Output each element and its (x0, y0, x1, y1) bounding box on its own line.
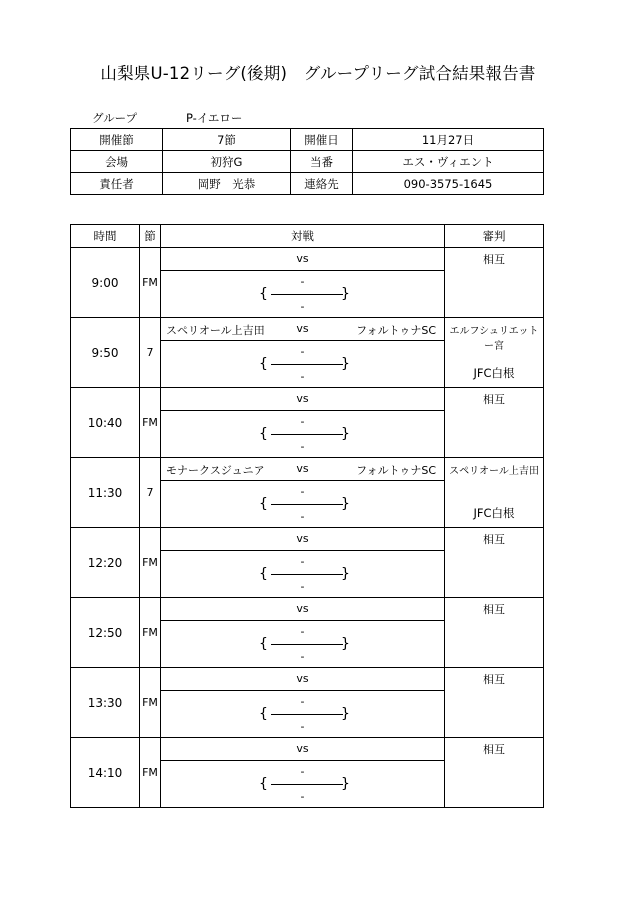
score-second-half: - (300, 790, 305, 803)
score-brace-open: { (259, 776, 268, 792)
score-cell (161, 761, 445, 808)
score-cell (161, 411, 445, 458)
score-second-half: - (300, 650, 305, 663)
score-divider (271, 574, 343, 575)
score-cell (161, 271, 445, 318)
score-brace-open: { (259, 496, 268, 512)
date-value: 11月27日 (353, 129, 544, 151)
score-first-half: - (300, 345, 305, 358)
duty-label: 当番 (291, 151, 353, 173)
schedule-table (70, 224, 544, 808)
match-round: FM (140, 248, 161, 318)
home-team: スペリオール上吉田 (166, 324, 265, 337)
score-second-half: - (300, 440, 305, 453)
referee-name-2: JFC白根 (473, 366, 515, 380)
score-cell (161, 341, 445, 388)
score-second-half: - (300, 370, 305, 383)
match-round: 7 (140, 458, 161, 528)
score-second-half: - (300, 580, 305, 593)
match-round: FM (140, 668, 161, 738)
group-value: P-イエロー (186, 111, 243, 125)
match-teams (161, 388, 445, 411)
manager-label: 責任者 (71, 173, 163, 195)
match-row (71, 458, 544, 481)
vs-label: vs (296, 322, 309, 335)
score-second-half: - (300, 300, 305, 313)
away-team: フォルトゥナSC (356, 464, 436, 477)
score-brace-open: { (259, 566, 268, 582)
header-referee: 審判 (445, 225, 544, 248)
referee-cell (445, 318, 544, 388)
referee-cell: 相互 (445, 668, 544, 738)
score-first-half: - (300, 555, 305, 568)
score-brace-close: } (341, 286, 350, 302)
score-brace-open: { (259, 706, 268, 722)
round-label: 開催節 (71, 129, 163, 151)
score-brace-close: } (341, 706, 350, 722)
header-time: 時間 (71, 225, 140, 248)
score-second-half: - (300, 720, 305, 733)
match-time: 12:20 (71, 528, 140, 598)
page-title: 山梨県U-12リーグ(後期) グループリーグ試合結果報告書 (100, 64, 536, 83)
score-brace-open: { (259, 356, 268, 372)
header-match: 対戦 (161, 225, 445, 248)
referee-name-2: JFC白根 (473, 506, 515, 520)
match-teams (161, 248, 445, 271)
referee-cell: 相互 (445, 388, 544, 458)
score-divider (271, 434, 343, 435)
match-row (71, 598, 544, 621)
score-brace-close: } (341, 426, 350, 442)
match-time: 9:00 (71, 248, 140, 318)
header-round: 節 (140, 225, 161, 248)
referee-name: スペリオール上吉田 (449, 466, 539, 477)
vs-label: vs (296, 672, 309, 685)
match-time: 11:30 (71, 458, 140, 528)
score-brace-close: } (341, 566, 350, 582)
score-first-half: - (300, 415, 305, 428)
referee-cell (445, 458, 544, 528)
match-row (71, 528, 544, 551)
score-first-half: - (300, 275, 305, 288)
score-divider (271, 644, 343, 645)
vs-label: vs (296, 532, 309, 545)
contact-value: 090-3575-1645 (353, 173, 544, 195)
match-row (71, 668, 544, 691)
vs-label: vs (296, 392, 309, 405)
score-brace-close: } (341, 356, 350, 372)
match-teams (161, 598, 445, 621)
referee-cell: 相互 (445, 598, 544, 668)
venue-label: 会場 (71, 151, 163, 173)
score-brace-open: { (259, 426, 268, 442)
score-cell (161, 621, 445, 668)
score-brace-open: { (259, 286, 268, 302)
score-brace-close: } (341, 776, 350, 792)
referee-cell: 相互 (445, 528, 544, 598)
vs-label: vs (296, 742, 309, 755)
score-divider (271, 784, 343, 785)
referee-name: エルフシュリエットー宮 (449, 326, 539, 352)
match-round: FM (140, 738, 161, 808)
score-divider (271, 504, 343, 505)
duty-value: エス・ヴィエント (353, 151, 544, 173)
match-time: 9:50 (71, 318, 140, 388)
contact-label: 連絡先 (291, 173, 353, 195)
match-teams (161, 458, 445, 481)
home-team: モナークスジュニア (166, 464, 265, 477)
match-teams (161, 318, 445, 341)
score-divider (271, 364, 343, 365)
score-cell (161, 691, 445, 738)
match-time: 10:40 (71, 388, 140, 458)
info-table (70, 128, 544, 195)
score-divider (271, 714, 343, 715)
match-time: 12:50 (71, 598, 140, 668)
match-round: FM (140, 598, 161, 668)
match-time: 13:30 (71, 668, 140, 738)
match-teams (161, 528, 445, 551)
vs-label: vs (296, 252, 309, 265)
match-round: FM (140, 528, 161, 598)
score-brace-open: { (259, 636, 268, 652)
score-brace-close: } (341, 496, 350, 512)
score-first-half: - (300, 485, 305, 498)
score-first-half: - (300, 765, 305, 778)
referee-cell: 相互 (445, 248, 544, 318)
score-cell (161, 481, 445, 528)
group-label: グループ (92, 111, 138, 125)
match-row (71, 318, 544, 341)
match-round: FM (140, 388, 161, 458)
match-teams (161, 738, 445, 761)
match-row (71, 388, 544, 411)
score-cell (161, 551, 445, 598)
score-first-half: - (300, 695, 305, 708)
vs-label: vs (296, 462, 309, 475)
match-time: 14:10 (71, 738, 140, 808)
match-row (71, 248, 544, 271)
venue-value: 初狩G (163, 151, 291, 173)
match-teams (161, 668, 445, 691)
match-round: 7 (140, 318, 161, 388)
date-label: 開催日 (291, 129, 353, 151)
away-team: フォルトゥナSC (356, 324, 436, 337)
score-second-half: - (300, 510, 305, 523)
referee-cell: 相互 (445, 738, 544, 808)
score-divider (271, 294, 343, 295)
manager-value: 岡野 光恭 (163, 173, 291, 195)
score-first-half: - (300, 625, 305, 638)
match-row (71, 738, 544, 761)
score-brace-close: } (341, 636, 350, 652)
round-value: 7節 (163, 129, 291, 151)
vs-label: vs (296, 602, 309, 615)
